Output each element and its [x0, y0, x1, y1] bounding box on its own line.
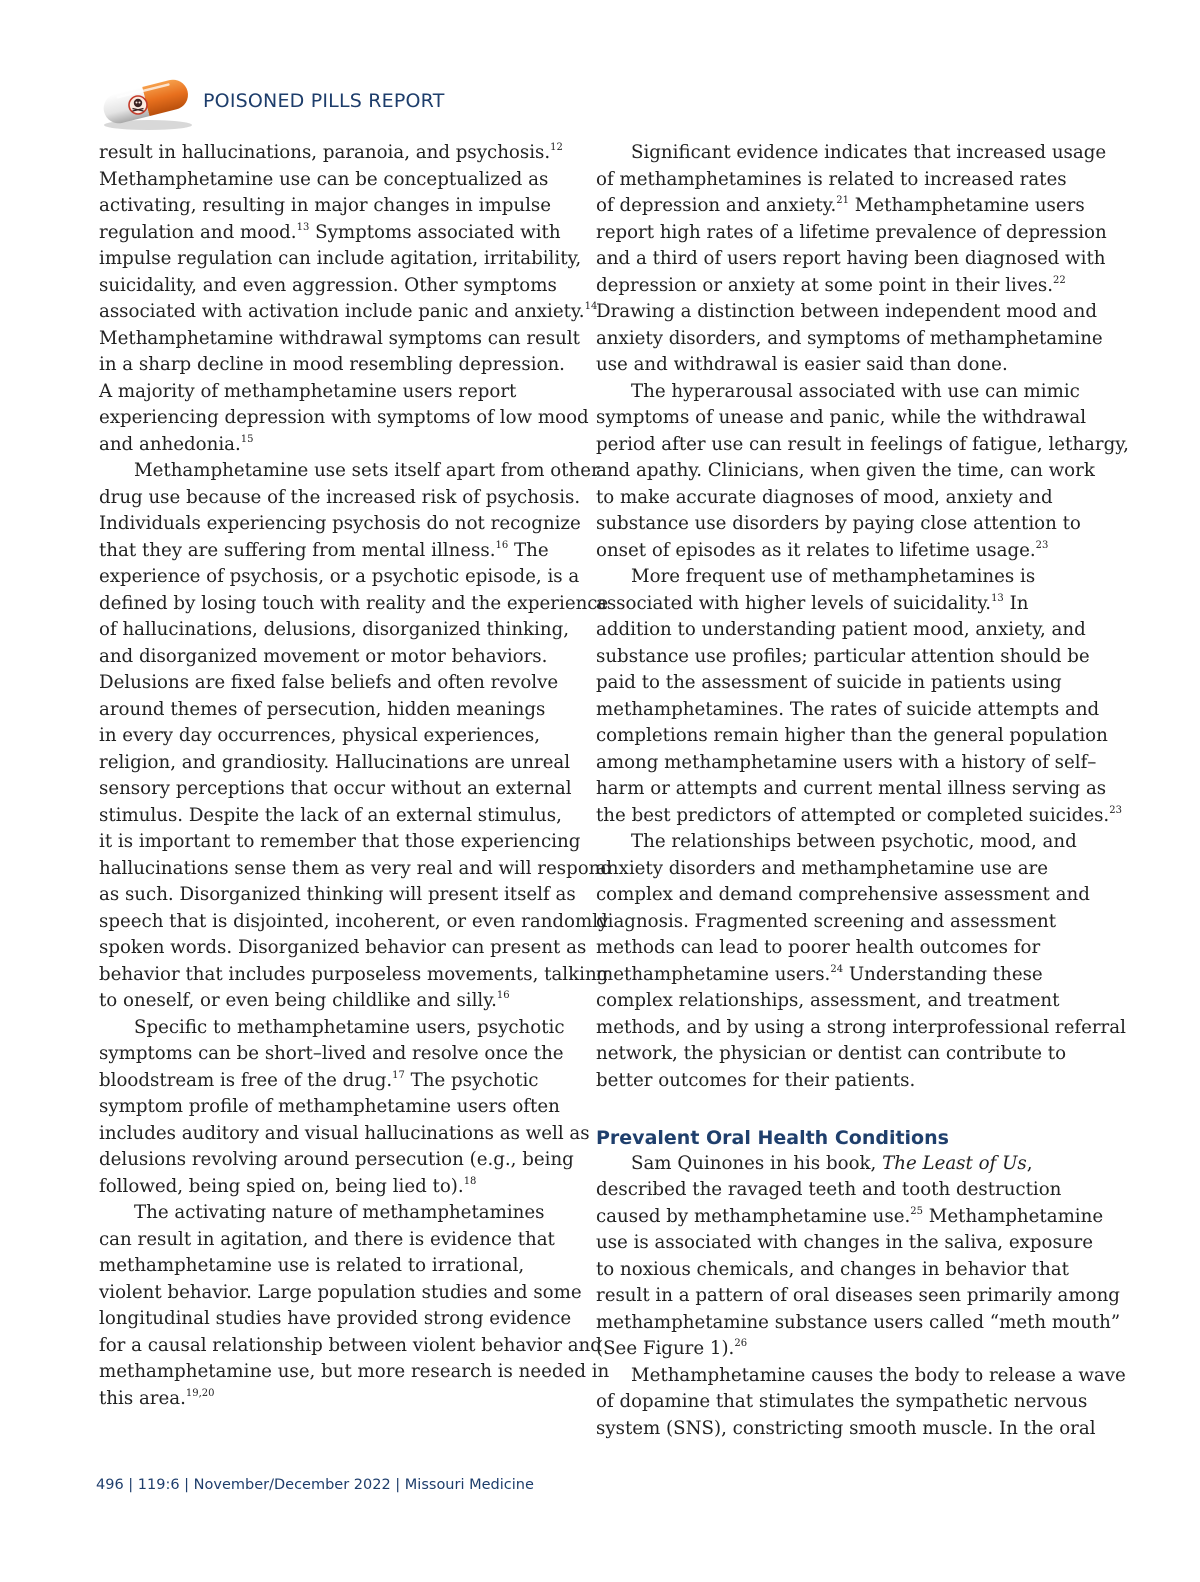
text-line	[99, 564, 580, 591]
citation-superscript: 17	[392, 1069, 405, 1081]
text-line	[99, 776, 573, 803]
text-line	[596, 1015, 1126, 1042]
text-line	[99, 962, 609, 989]
text-segment: result in a pattern of oral diseases seen primarily among	[596, 1285, 1120, 1306]
text-segment: this area.	[99, 1387, 186, 1409]
text-line	[99, 405, 589, 432]
text-line	[99, 750, 573, 777]
text-segment: activating, resulting in major changes in impulse	[99, 195, 551, 216]
text-segment: in every day occurrences, physical experiences,	[99, 725, 541, 746]
text-segment: Methamphetamine	[923, 1205, 1104, 1227]
text-segment: can result in agitation, and there is evidence that	[99, 1228, 555, 1250]
text-line	[596, 1363, 1126, 1390]
text-segment: A majority of methamphetamine users report	[99, 380, 517, 402]
text-segment: to oneself, or even being childlike and silly.	[99, 990, 497, 1011]
text-line	[99, 1174, 573, 1201]
text-line	[99, 644, 573, 671]
text-line	[596, 220, 1107, 247]
text-line	[596, 829, 1090, 856]
text-line	[596, 1416, 1096, 1443]
text-segment: The activating nature of methamphetamines	[134, 1202, 545, 1223]
text-segment: to make accurate diagnoses of mood, anxiety and	[596, 486, 1053, 508]
text-segment: The	[508, 539, 549, 561]
text-line	[99, 273, 573, 300]
text-segment: harm or attempts and current mental illness serving as	[596, 778, 1107, 799]
text-segment: of dopamine that stimulates the sympathetic nervous	[596, 1391, 1088, 1412]
text-segment: it is important to remember that those experiencing	[99, 831, 581, 852]
text-line	[596, 909, 1090, 936]
text-line	[596, 935, 1090, 962]
text-line	[596, 1094, 1090, 1121]
text-segment: methods can lead to poorer health outcomes for	[596, 937, 1041, 958]
citation-superscript: 18	[463, 1175, 477, 1187]
text-line	[99, 538, 573, 565]
text-segment: experiencing depression with symptoms of low mood	[99, 407, 589, 428]
text-segment: as such. Disorganized thinking will present itself as	[99, 884, 576, 905]
text-segment: complex and demand comprehensive assessment and	[596, 884, 1090, 905]
text-segment: Drawing a distinction between independent mood and	[596, 301, 1097, 322]
text-segment: anxiety disorders and methamphetamine use are	[596, 857, 1048, 879]
text-segment: drug use because of the increased risk of psychosis.	[99, 486, 581, 508]
text-line	[99, 935, 587, 962]
text-line	[99, 591, 609, 618]
text-segment: associated with activation include panic and anxiety.	[99, 301, 585, 322]
text-line	[596, 379, 1090, 406]
text-segment: around themes of persecution, hidden meanings	[99, 698, 546, 720]
text-line	[99, 326, 580, 353]
text-line	[99, 511, 581, 538]
text-line	[596, 1257, 1090, 1284]
text-line	[99, 1094, 573, 1121]
text-line	[596, 1310, 1121, 1337]
text-segment: Specific to methamphetamine users, psychotic	[134, 1016, 565, 1038]
text-line	[99, 458, 600, 485]
text-line	[99, 167, 573, 194]
text-line	[99, 1280, 582, 1307]
section-heading	[596, 1125, 1090, 1151]
text-segment: associated with higher levels of suicidality.	[596, 592, 992, 614]
text-line	[596, 1151, 1090, 1178]
text-segment: impulse regulation can include agitation, irritability,	[99, 248, 582, 269]
text-segment: substance use disorders by paying close attention to	[596, 513, 1081, 534]
left-column	[99, 140, 613, 1412]
text-line	[596, 1177, 1090, 1204]
text-line	[99, 1147, 573, 1174]
text-segment: In	[1003, 592, 1029, 614]
text-line	[99, 1068, 573, 1095]
citation-superscript: 21	[836, 195, 849, 206]
text-segment: includes auditory and visual hallucinations as well as	[99, 1122, 590, 1144]
text-segment: Prevalent Oral Health Conditions	[596, 1126, 949, 1149]
text-line	[99, 220, 573, 247]
poison-pill-icon	[98, 72, 198, 132]
text-segment: period after use can result in feelings of fatigue, lethargy,	[596, 433, 1129, 455]
citation-superscript: 24	[830, 963, 844, 975]
text-segment: complex relationships, assessment, and treatment	[596, 990, 1060, 1011]
text-segment: of methamphetamines is related to increased rates	[596, 168, 1067, 190]
text-segment: Methamphetamine withdrawal symptoms can result	[99, 327, 580, 349]
text-segment: symptom profile of methamphetamine users often	[99, 1096, 560, 1117]
text-segment: speech that is disjointed, incoherent, or even randomly	[99, 910, 609, 932]
text-line	[596, 167, 1090, 194]
text-segment: followed, being spied on, being lied to).	[99, 1175, 464, 1197]
text-line	[596, 432, 1129, 459]
text-segment: methods, and by using a strong interprofessional referral	[596, 1016, 1126, 1038]
text-segment: diagnosis. Fragmented screening and assessment	[596, 910, 1057, 932]
text-segment: in a sharp decline in mood resembling depression.	[99, 354, 565, 375]
citation-superscript: 19,20	[185, 1387, 215, 1399]
citation-superscript: 23	[1035, 539, 1049, 551]
text-line	[596, 564, 1090, 591]
text-line	[596, 1204, 1104, 1231]
text-segment: depression or anxiety at some point in their lives.	[596, 274, 1054, 296]
text-segment: network, the physician or dentist can contribute to	[596, 1043, 1067, 1064]
text-line	[596, 1389, 1090, 1416]
text-segment: More frequent use of methamphetamines is	[631, 566, 1036, 587]
text-segment: bloodstream is free of the drug.	[99, 1069, 393, 1091]
text-line	[99, 1386, 573, 1413]
right-column	[596, 140, 1129, 1442]
text-segment: Methamphetamine use can be conceptualized as	[99, 168, 549, 190]
text-line	[99, 1041, 573, 1068]
text-line	[596, 538, 1090, 565]
text-segment: Symptoms associated with	[309, 221, 561, 243]
text-segment: The psychotic	[404, 1069, 539, 1091]
text-line	[596, 273, 1090, 300]
text-line	[596, 1068, 1090, 1095]
citation-superscript: 22	[1053, 274, 1066, 286]
text-line	[99, 299, 598, 326]
text-line	[99, 1359, 610, 1386]
text-segment: behavior that includes purposeless movements, talking	[99, 963, 609, 985]
text-line	[596, 485, 1090, 512]
page-footer: 496 | 119:6 | November/December 2022 | Missouri Medicine	[96, 1477, 534, 1493]
citation-superscript: 15	[240, 433, 254, 445]
text-line	[596, 1283, 1120, 1310]
text-segment: completions remain higher than the general population	[596, 725, 1108, 746]
citation-superscript: 23	[1109, 804, 1122, 816]
text-line	[99, 1227, 573, 1254]
text-segment: ,	[1026, 1152, 1033, 1174]
text-line	[99, 617, 573, 644]
citation-superscript: 13	[991, 592, 1004, 604]
text-segment: stimulus. Despite the lack of an external stimulus,	[99, 804, 562, 826]
text-segment: use and withdrawal is easier said than done.	[596, 354, 1008, 375]
text-segment: onset of episodes as it relates to lifetime usage.	[596, 539, 1036, 561]
citation-superscript: 16	[496, 990, 510, 1001]
text-segment: Significant evidence indicates that increased usage	[631, 142, 1107, 163]
text-line	[596, 1041, 1090, 1068]
text-line	[99, 485, 581, 512]
text-line	[99, 246, 582, 273]
text-line	[99, 829, 581, 856]
citation-superscript: 25	[910, 1205, 924, 1217]
text-segment: The relationships between psychotic, mood, and	[631, 831, 1077, 852]
text-segment: methamphetamines. The rates of suicide attempts and	[596, 698, 1100, 720]
text-segment: suicidality, and even aggression. Other symptoms	[99, 274, 557, 296]
text-segment: addition to understanding patient mood, anxiety, and	[596, 619, 1086, 640]
text-line	[596, 723, 1108, 750]
citation-superscript: 16	[495, 539, 509, 551]
text-segment: methamphetamine users.	[596, 963, 831, 985]
text-line	[99, 803, 573, 830]
page-header	[98, 72, 518, 132]
text-segment: symptoms of unease and panic, while the withdrawal	[596, 407, 1087, 428]
text-segment: caused by methamphetamine use.	[596, 1205, 911, 1227]
text-line	[596, 511, 1090, 538]
text-segment: Methamphetamine causes the body to release a wave	[631, 1364, 1126, 1386]
text-segment: report high rates of a lifetime prevalence of depression	[596, 221, 1107, 243]
text-line	[99, 670, 573, 697]
text-line	[596, 856, 1090, 883]
citation-superscript: 14	[584, 301, 598, 312]
text-line	[596, 697, 1100, 724]
text-line	[99, 988, 573, 1015]
text-segment: defined by losing touch with reality and the experience	[99, 592, 609, 614]
text-line	[99, 723, 573, 750]
text-line	[596, 1230, 1093, 1257]
text-segment: better outcomes for their patients.	[596, 1069, 916, 1091]
citation-superscript: 26	[734, 1338, 748, 1349]
text-line	[596, 670, 1090, 697]
text-line	[99, 379, 573, 406]
text-segment: violent behavior. Large population studies and some	[99, 1281, 582, 1303]
text-segment: symptoms can be short–lived and resolve once the	[99, 1043, 564, 1064]
text-line	[596, 962, 1090, 989]
text-segment: methamphetamine use is related to irrational,	[99, 1255, 525, 1276]
text-segment: anxiety disorders, and symptoms of methamphetamine	[596, 327, 1103, 349]
text-segment: substance use profiles; particular attention should be	[596, 645, 1090, 667]
text-segment: Methamphetamine users	[848, 195, 1085, 216]
text-segment: among methamphetamine users with a history of self–	[596, 751, 1097, 773]
text-segment: The hyperarousal associated with use can mimic	[631, 380, 1080, 402]
text-segment: hallucinations sense them as very real and will respond	[99, 857, 613, 879]
text-line	[99, 432, 573, 459]
text-line	[99, 352, 573, 379]
text-segment: and anhedonia.	[99, 433, 241, 455]
text-segment: religion, and grandiosity. Hallucinations are unreal	[99, 751, 571, 773]
text-segment: Delusions are fixed false beliefs and often revolve	[99, 672, 559, 693]
text-line	[99, 140, 573, 167]
text-line	[596, 882, 1090, 909]
text-line	[596, 803, 1122, 830]
text-segment: Understanding these	[843, 963, 1043, 985]
text-line	[596, 246, 1106, 273]
book-title: The Least of Us	[882, 1152, 1027, 1174]
text-line	[596, 140, 1107, 167]
text-line	[596, 458, 1095, 485]
text-segment: and apathy. Clinicians, when given the time, can work	[596, 460, 1095, 481]
text-segment: for a causal relationship between violent behavior and	[99, 1334, 602, 1356]
text-line	[99, 856, 613, 883]
text-line	[99, 882, 576, 909]
header-title: POISONED PILLS REPORT	[203, 90, 445, 112]
text-line	[596, 750, 1097, 777]
text-segment: and disorganized movement or motor behaviors.	[99, 645, 548, 667]
text-segment: that they are suffering from mental illness.	[99, 539, 496, 561]
text-segment: methamphetamine substance users called “meth mouth”	[596, 1311, 1121, 1333]
text-segment: the best predictors of attempted or completed suicides.	[596, 804, 1110, 826]
text-line	[596, 988, 1090, 1015]
text-line	[99, 1015, 573, 1042]
text-segment: system (SNS), constricting smooth muscle. In the oral	[596, 1417, 1096, 1439]
text-line	[596, 591, 1090, 618]
text-line	[596, 299, 1097, 326]
text-segment: regulation and mood.	[99, 221, 297, 243]
text-segment: experience of psychosis, or a psychotic episode, is a	[99, 566, 580, 587]
text-segment: methamphetamine use, but more research is needed in	[99, 1361, 610, 1382]
text-line	[99, 909, 609, 936]
text-line	[596, 1336, 1090, 1363]
text-line	[99, 1253, 573, 1280]
text-line	[596, 352, 1090, 379]
text-line	[596, 644, 1090, 671]
text-segment: sensory perceptions that occur without an external	[99, 778, 572, 799]
text-segment: Sam Quinones in his book,	[631, 1152, 883, 1174]
text-segment: described the ravaged teeth and tooth destruction	[596, 1179, 1062, 1200]
text-line	[99, 1306, 573, 1333]
text-line	[99, 1200, 573, 1227]
citation-superscript: 12	[550, 142, 563, 153]
text-segment: Individuals experiencing psychosis do not recognize	[99, 513, 581, 534]
text-segment: result in hallucinations, paranoia, and psychosis.	[99, 142, 551, 163]
text-segment: of depression and anxiety.	[596, 195, 837, 216]
text-line	[596, 193, 1090, 220]
text-line	[596, 405, 1090, 432]
text-segment: Methamphetamine use sets itself apart from other	[134, 460, 600, 481]
text-segment: use is associated with changes in the saliva, exposure	[596, 1232, 1093, 1253]
text-line	[99, 1333, 602, 1360]
text-segment: spoken words. Disorganized behavior can present as	[99, 937, 587, 958]
text-line	[99, 193, 573, 220]
text-segment: longitudinal studies have provided strong evidence	[99, 1308, 572, 1329]
text-line	[596, 326, 1103, 353]
text-segment: delusions revolving around persecution (e.g., being	[99, 1149, 574, 1170]
text-segment: paid to the assessment of suicide in patients using	[596, 672, 1062, 693]
text-line	[596, 776, 1107, 803]
text-line	[99, 697, 573, 724]
text-segment: and a third of users report having been diagnosed with	[596, 248, 1106, 269]
text-segment: (See Figure 1).	[596, 1338, 735, 1359]
text-segment: of hallucinations, delusions, disorganized thinking,	[99, 619, 570, 640]
text-line	[596, 617, 1090, 644]
text-line	[99, 1121, 590, 1148]
citation-superscript: 13	[296, 221, 310, 233]
text-segment: to noxious chemicals, and changes in behavior that	[596, 1258, 1069, 1280]
